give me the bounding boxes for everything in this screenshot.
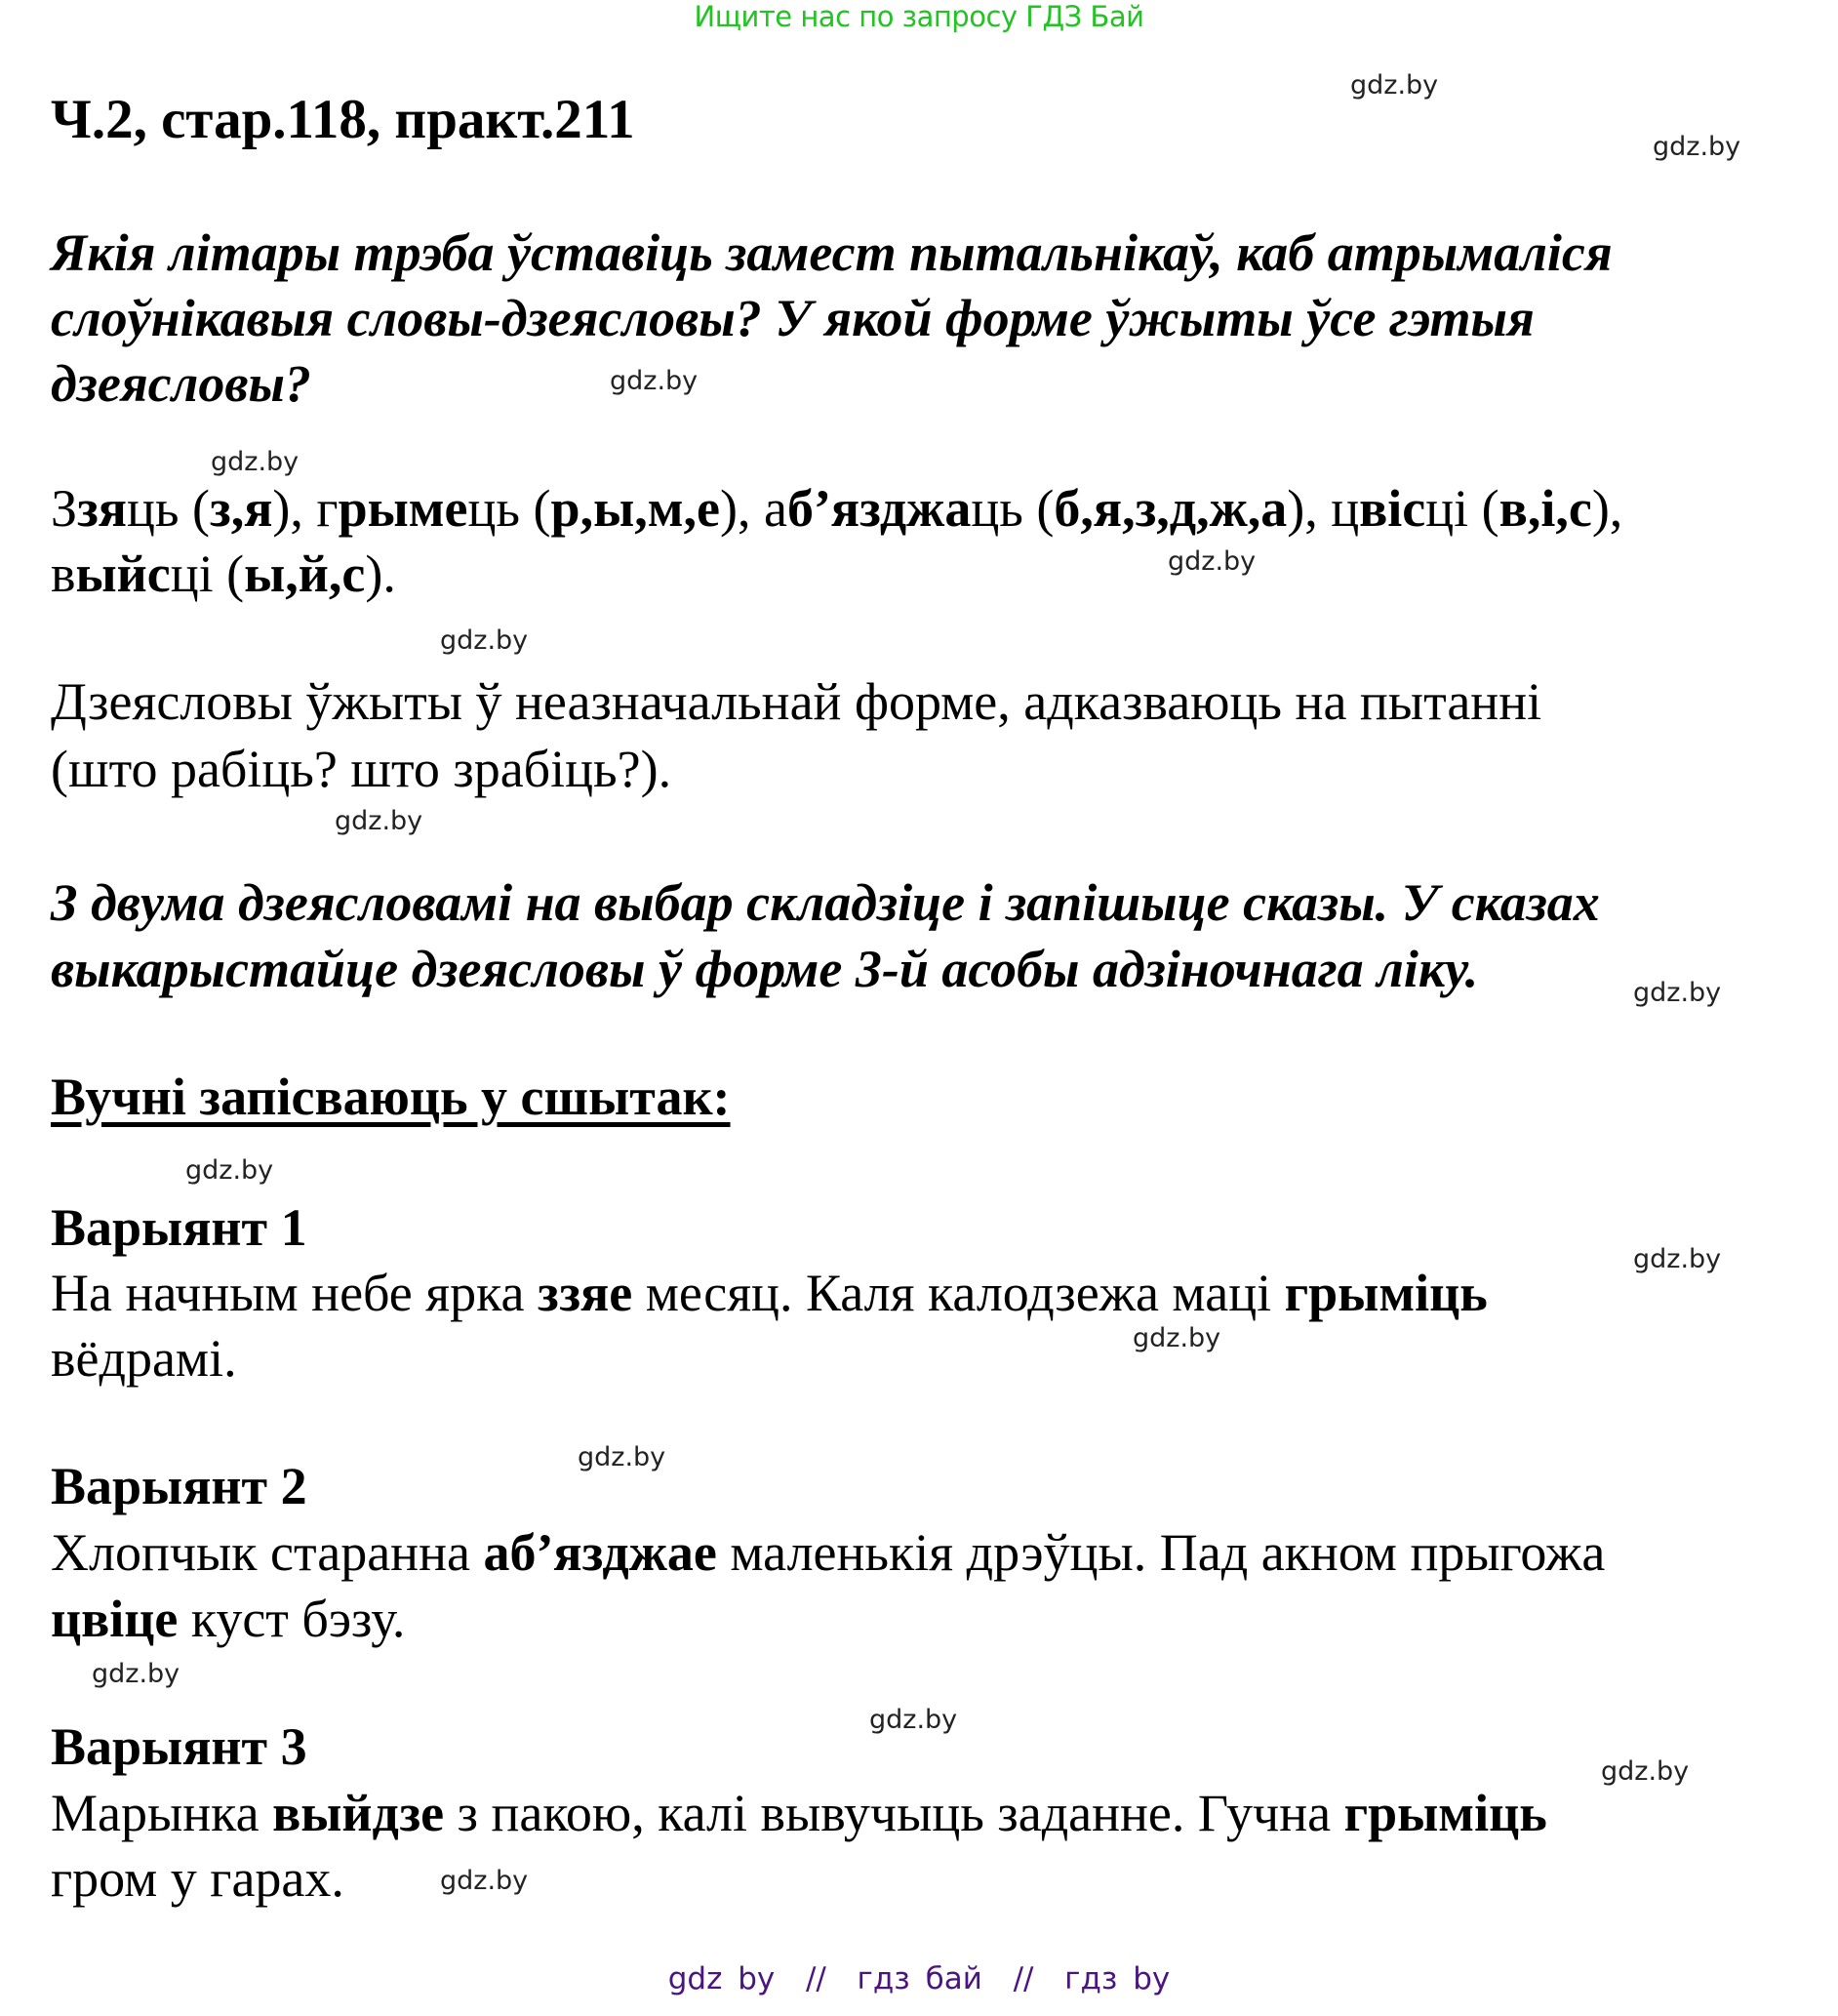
highlighted-text: ы,й,с: [244, 544, 366, 603]
variant-2-title: Варыянт 2: [51, 1457, 307, 1515]
watermark: gdz.by: [578, 1442, 666, 1472]
variant-3-title: Варыянт 3: [51, 1717, 307, 1776]
watermark: gdz.by: [610, 366, 699, 396]
highlighted-text: грыміць: [1284, 1264, 1488, 1322]
variant-3-line-2: [51, 1848, 344, 1909]
watermark: gdz.by: [1633, 1244, 1722, 1274]
variant-2-line-1: [51, 1522, 1605, 1583]
footer-links: gdz by // гдз бай // гдз by: [667, 1961, 1171, 1996]
watermark: gdz.by: [211, 447, 300, 477]
text-run: ),: [1591, 479, 1623, 538]
text-run: гром у гарах.: [51, 1849, 344, 1908]
text-run: месяц. Каля калодзежа маці: [632, 1264, 1285, 1322]
task1-line-2: слоўнікавыя словы-дзеясловы? У якой форме ўжыты ўсе гэтыя: [51, 289, 1535, 347]
search-banner: Ищите нас по запросу ГДЗ Бай: [694, 0, 1144, 33]
variant-1-title: Варыянт 1: [51, 1198, 307, 1257]
text-run: вёдрамі.: [51, 1329, 237, 1388]
watermark: gdz.by: [335, 806, 423, 836]
answer2-line-1: Дзеясловы ўжыты ў неазначальнай форме, адказваюць на пытанні: [51, 672, 1542, 731]
text-run: ці (: [170, 544, 245, 603]
highlighted-text: аб’язджае: [483, 1523, 717, 1582]
text-run: з пакою, калі вывучыць заданне. Гучна: [444, 1784, 1344, 1842]
watermark: gdz.by: [440, 625, 529, 656]
text-run: Марынка: [51, 1784, 273, 1842]
variant-1-line-1: [51, 1263, 1488, 1323]
highlighted-text: ыйс: [75, 544, 171, 603]
text-run: куст бэзу.: [178, 1590, 406, 1648]
text-run: ), а: [719, 479, 787, 538]
text-run: в: [51, 544, 76, 603]
variant-1-line-2: [51, 1328, 237, 1389]
text-run: Хлопчык старанна: [51, 1523, 484, 1582]
page-title: Ч.2, стар.118, практ.211: [51, 89, 635, 150]
task1-line-1: Якія літары трэба ўставіць замест пытальнікаў, каб атрымаліся: [51, 223, 1613, 282]
text-run: ць (: [467, 479, 551, 538]
highlighted-text: в,і,с: [1498, 479, 1592, 538]
text-run: маленькія дрэўцы. Пад акном прыгожа: [716, 1523, 1606, 1582]
variant-2-line-2: [51, 1589, 405, 1649]
text-run: ць (: [971, 479, 1055, 538]
text-run: ).: [365, 544, 396, 603]
watermark: gdz.by: [1133, 1323, 1221, 1353]
highlighted-text: з,я: [210, 479, 273, 538]
answer1-line-1: [51, 478, 1622, 539]
watermark: gdz.by: [185, 1155, 274, 1186]
variant-3-line-1: [51, 1783, 1547, 1843]
task1-line-3: дзеясловы?: [51, 354, 311, 413]
watermark: gdz.by: [1350, 70, 1439, 101]
watermark: gdz.by: [440, 1866, 529, 1896]
text-run: ), г: [272, 479, 339, 538]
highlighted-text: віс: [1359, 479, 1426, 538]
text-run: ць (: [126, 479, 210, 538]
watermark: gdz.by: [1601, 1756, 1690, 1787]
highlighted-text: рыме: [338, 479, 468, 538]
watermark: gdz.by: [1633, 978, 1722, 1008]
task2-line-2: выкарыстайце дзеясловы ў форме 3-й асобы адзіночнага ліку.: [51, 940, 1479, 998]
text-run: З: [51, 479, 78, 538]
highlighted-text: б’язджа: [786, 479, 972, 538]
highlighted-text: р,ы,м,е: [550, 479, 720, 538]
answer1-line-2: [51, 544, 396, 604]
text-run: На начным небе ярка: [51, 1264, 538, 1322]
answer2-line-2: (што рабіць? што зрабіць?).: [51, 740, 672, 798]
watermark: gdz.by: [1168, 546, 1257, 577]
highlighted-text: выйдзе: [272, 1784, 445, 1842]
highlighted-text: ззяе: [538, 1264, 633, 1322]
watermark: gdz.by: [92, 1659, 180, 1689]
highlighted-text: зя: [77, 479, 127, 538]
highlighted-text: б,я,з,д,ж,а: [1054, 479, 1288, 538]
text-run: ці (: [1425, 479, 1499, 538]
highlighted-text: цвіце: [51, 1590, 179, 1648]
watermark: gdz.by: [869, 1705, 958, 1735]
highlighted-text: грыміць: [1343, 1784, 1547, 1842]
text-run: ), ц: [1287, 479, 1360, 538]
task2-line-1: З двума дзеясловамі на выбар складзіце і запішыце сказы. У сказах: [51, 873, 1600, 932]
watermark: gdz.by: [1653, 132, 1741, 162]
notebook-heading: Вучні запісваюць у сшытак:: [51, 1068, 731, 1126]
